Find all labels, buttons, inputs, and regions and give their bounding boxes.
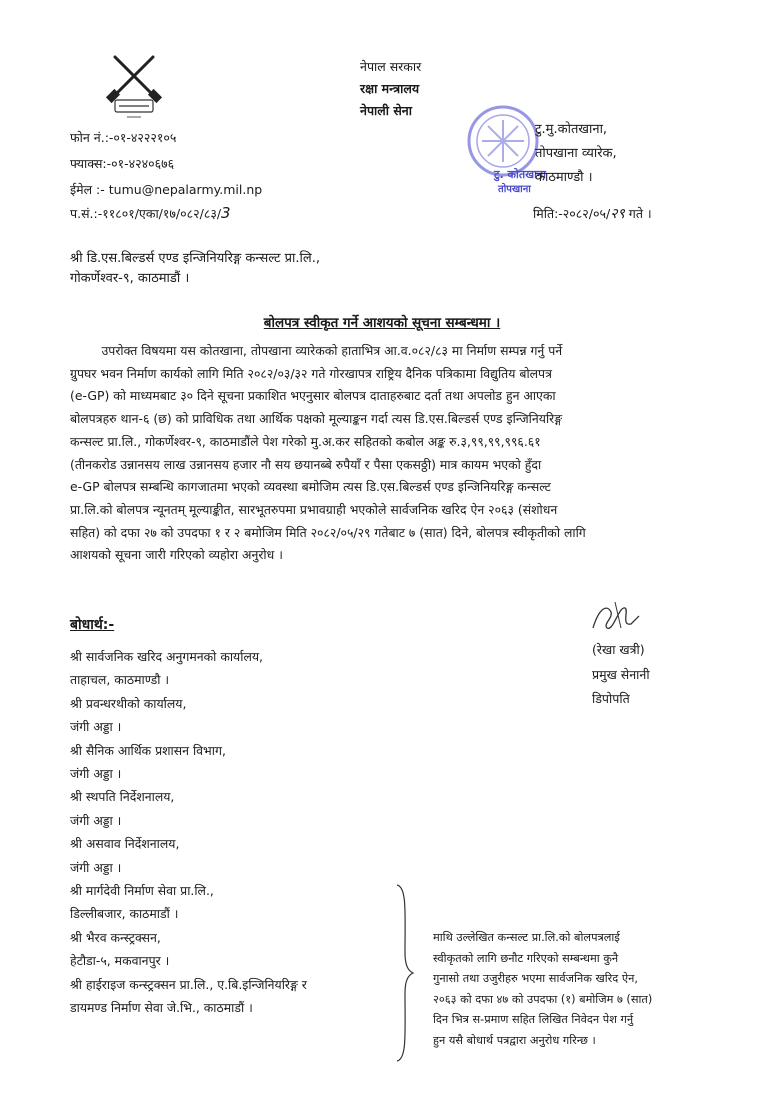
stamp-text-top: टु. कोतखाना [494,168,546,181]
body-line: आशयको सूचना जारी गरिएको व्यहोरा अनुरोध । [70,547,283,563]
header-government: नेपाल सरकार [360,59,422,74]
body-line: (तीनकरोड उन्नानसय लाख उन्नानसय हजार नौ सय छयानब्बे रुपैयाँ र पैसा एकसठ्ठी) मात्र कायम भएको हुँदा [70,456,542,472]
address-line-2: तोपखाना व्यारेक, [535,146,617,161]
cc-line: श्री असवाव निर्देशनालय, [70,836,180,852]
body-line: e-GP बोलपत्र सम्बन्धि कागजातमा भएको व्यवस्था बमोजिम त्यस डि.एस.बिल्डर्स एण्ड इन्जिनियरिङ्ग कन्सल्ट [70,479,551,495]
recipient-block [70,249,320,289]
email-label: ईमेल :- [70,182,105,197]
cc-line: श्री मार्गदेवी निर्माण सेवा प्रा.लि., [70,883,214,899]
body-line: कन्सल्ट प्रा.लि., गोकर्णेश्वर-९, काठमाडौंले पेश गरेको मु.अ.कर सहितको कबोल अङ्क रु.३,९९,९९,९९६.६१ [70,433,541,449]
email-address: tumu@nepalarmy.mil.np [108,182,263,197]
note-line: स्वीकृतको लागि छनौट गरिएको सम्बन्धमा कुनै [433,951,619,965]
body-line: सहित) को दफा २७ को उपदफा १ र २ बमोजिम मिति २०८२/०५/२९ गतेबाट ७ (सात) दिने, बोलपत्र स्वीकृतीको लागि [70,524,586,540]
address-line-1: टु.मु.कोतखाना, [535,122,608,137]
header-ministry: रक्षा मन्त्रालय [360,81,420,96]
complaint-note [433,928,719,1052]
note-line: हुन यसै बोधार्थ पत्रद्वारा अनुरोध गरिन्छ । [433,1033,596,1047]
note-line: दिन भित्र स-प्रमाण सहित लिखित निवेदन पेश गर्नु [433,1013,634,1027]
signatory-designation: डिपोपति [592,691,630,706]
phone-number: फोन नं.:-०१-४२२२१०५ [70,130,177,145]
header-army: नेपाली सेना [360,103,412,118]
cc-line: ताहाचल, काठमाण्डौ । [70,672,170,688]
email-row [70,177,262,203]
cc-line: श्री प्रवन्धरथीको कार्यालय, [70,695,187,711]
reference-number-text: प.सं.:-११८०१/एका/१७/०८२/८३/ [70,206,222,221]
cc-line: डायमण्ड निर्माण सेवा जे.भि., काठमाडौं । [70,1000,253,1016]
cc-line: श्री सैनिक आर्थिक प्रशासन विभाग, [70,742,226,758]
date-day-handwritten: २९ [610,206,625,222]
body-line: (e-GP) को माध्यमबाट ३० दिने सूचना प्रकाशित भएनुसार बोलपत्र दाताहरुबाट दर्ता तथा अपलोड हुन आएका [70,388,556,404]
cc-list [70,645,307,1020]
recipient-line-1: श्री डि.एस.बिल्डर्स एण्ड इन्जिनियरिङ्ग कन्सल्ट प्रा.लि., [70,251,320,266]
contact-block [70,125,262,203]
date-suffix: गते । [628,206,652,221]
signatory-name: (रेखा खत्री) [592,642,645,657]
cc-line: श्री भैरव कन्स्ट्रक्सन, [70,929,161,945]
cc-line: श्री स्थपति निर्देशनालय, [70,789,175,805]
note-line: गुनासो तथा उजुरीहरु भएमा सार्वजनिक खरिद ऐन, [433,972,638,986]
cc-line: श्री सार्वजनिक खरिद अनुगमनको कार्यालय, [70,649,263,664]
crossed-rifles-emblem-icon [103,52,165,122]
cc-line: हेटौडा-५, मकवानपुर । [70,953,170,969]
office-address [535,118,617,190]
cc-line: जंगी अड्डा । [70,812,122,828]
cc-line: श्री हाईराइज कन्स्ट्रक्सन प्रा.लि., ए.बि.इन्जिनियरिङ्ग र [70,976,307,992]
body-line: प्रा.लि.को बोलपत्र न्यूनतम् मूल्याङ्कीत, सारभूतरुपमा प्रभावग्राही भएकोले सार्वजनिक खरिद ऐन २०६३ (संशोधन [70,501,558,517]
recipient-line-2: गोकर्णेश्वर-९, काठमाडौं । [70,271,190,286]
issuer-header [360,56,460,122]
cc-heading: बोधार्थ:- [70,617,115,633]
letter-subject: बोलपत्र स्वीकृत गर्ने आशयको सूचना सम्बन्धमा । [263,315,501,331]
cc-line: जंगी अड्डा । [70,766,122,782]
reference-handwritten: 3 [221,204,231,222]
reference-number [70,205,231,222]
signatory-block [592,638,650,712]
note-line: माथि उल्लेखित कन्सल्ट प्रा.लि.को बोलपत्रलाई [433,931,620,944]
cc-line: डिल्लीबजार, काठमाडौं । [70,906,179,922]
handwritten-signature-icon [585,598,645,638]
body-line: उपरोक्त विषयमा यस कोतखाना, तोपखाना व्यारेकको हाताभित्र आ.व.०८२/८३ मा निर्माण सम्पन्न गर्नु पर्ने [70,343,563,358]
letter-date [533,205,652,223]
letter-body [70,340,750,567]
cc-line: जंगी अड्डा । [70,719,122,735]
signatory-rank: प्रमुख सेनानी [592,666,650,682]
address-line-3: काठमाण्डौ । [535,170,593,185]
stamp-text-bottom: तोपखाना [498,184,531,195]
date-label: मिति:-२०८२/०५/ [533,206,611,221]
note-line: २०६३ को दफा ४७ को उपदफा (१) बमोजिम ७ (सात) [433,992,653,1006]
body-line: बोलपत्रहरु थान-६ (छ) को प्राविधिक तथा आर्थिक पक्षको मूल्याङ्कन गर्दा त्यस डि.एस.बिल्डर्स एण्ड इन्जिनियरिङ्ग [70,411,563,427]
body-line: ग्रुपघर भवन निर्माण कार्यको लागि मिति २०८२/०३/३२ गते गोरखापत्र राष्ट्रिय दैनिक पत्रिकामा विद्युतिय बोलपत्र [70,365,552,381]
right-curly-brace-icon [395,883,415,1063]
fax-number: फ्याक्स:-०१-४२४०६७६ [70,156,175,171]
cc-line: जंगी अड्डा । [70,859,122,875]
